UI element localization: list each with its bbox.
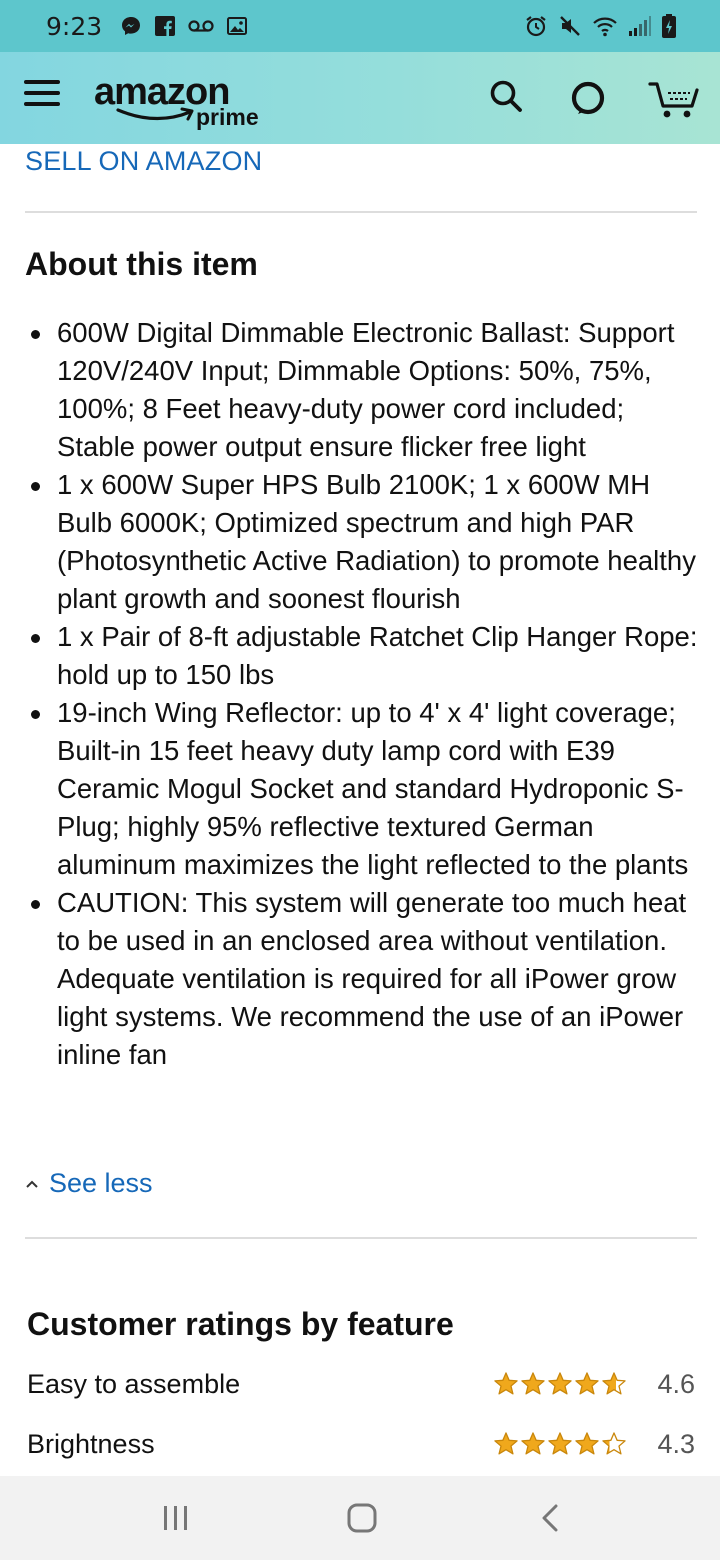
- alexa-icon: [568, 78, 608, 118]
- about-item: 600W Digital Dimmable Electronic Ballast: Support 120V/240V Input; Dimmable Options: 50%, 75%, 100%; 8 Feet heavy-duty power cord included; Stable power output ensure flicker free light: [25, 314, 705, 466]
- about-title: About this item: [25, 246, 258, 282]
- status-time: 9:23: [46, 11, 103, 41]
- star-rating: [493, 1371, 627, 1397]
- search-icon: [488, 78, 524, 114]
- system-nav-bar: [0, 1476, 720, 1560]
- about-item: 1 x 600W Super HPS Bulb 2100K; 1 x 600W MH Bulb 6000K; Optimized spectrum and high PAR (Photosynthetic Active Radiation) to promote healthy plant growth and soonest flourish: [25, 466, 705, 618]
- star-icon: [574, 1371, 600, 1397]
- home-button[interactable]: [344, 1500, 380, 1541]
- rating-value: 4.6: [657, 1368, 695, 1399]
- star-icon: [547, 1431, 573, 1457]
- star-icon: [547, 1371, 573, 1397]
- signal-icon: [628, 15, 652, 37]
- logo-word: amazon: [94, 71, 230, 113]
- star-icon: [520, 1431, 546, 1457]
- star-icon: [601, 1431, 627, 1457]
- smile-arrow-icon: [116, 106, 198, 124]
- recent-apps-button[interactable]: [160, 1500, 192, 1541]
- about-item: 1 x Pair of 8-ft adjustable Ratchet Clip Hanger Rope: hold up to 150 lbs: [25, 618, 705, 694]
- battery-charging-icon: [662, 14, 676, 38]
- status-bar: [0, 0, 720, 52]
- menu-icon: [24, 80, 60, 106]
- about-item: CAUTION: This system will generate too much heat to be used in an enclosed area without ventilation. Adequate ventilation is required for all iPower grow light systems. We recommend the use of an iPower inline fan: [25, 884, 705, 1074]
- cart-icon: [648, 80, 700, 120]
- back-icon: [536, 1500, 564, 1536]
- see-less-label: See less: [49, 1168, 153, 1198]
- about-item: 19-inch Wing Reflector: up to 4' x 4' light coverage; Built-in 15 feet heavy duty lamp cord with E39 Ceramic Mogul Socket and standard Hydroponic S-Plug; highly 95% reflective textured German aluminum maximizes the light reflected to the plants: [25, 694, 705, 884]
- star-icon: [493, 1371, 519, 1397]
- alexa-button[interactable]: [568, 78, 608, 123]
- image-icon: [226, 15, 248, 37]
- status-left: [46, 12, 248, 41]
- status-right: [524, 14, 676, 38]
- see-less-button[interactable]: [25, 1168, 153, 1199]
- logo-prime: prime: [196, 104, 259, 130]
- search-button[interactable]: [488, 78, 524, 119]
- rating-label: Easy to assemble: [27, 1368, 241, 1399]
- voicemail-icon: [188, 19, 214, 33]
- rating-label: Brightness: [27, 1428, 155, 1459]
- star-icon: [574, 1431, 600, 1457]
- rating-row-brightness: [27, 1424, 695, 1464]
- cart-button[interactable]: [648, 80, 700, 125]
- star-icon: [520, 1371, 546, 1397]
- mute-icon: [558, 14, 582, 38]
- alarm-icon: [524, 14, 548, 38]
- about-list: [25, 314, 705, 1074]
- star-rating: [493, 1431, 627, 1457]
- rating-row-easy-to-assemble: [27, 1364, 695, 1404]
- app-header: [0, 52, 720, 144]
- recent-apps-icon: [160, 1500, 192, 1536]
- chevron-up-icon: [25, 1179, 39, 1189]
- star-icon: [601, 1371, 627, 1397]
- home-icon: [344, 1500, 380, 1536]
- amazon-prime-logo[interactable]: [94, 72, 274, 134]
- messenger-icon: [120, 15, 142, 37]
- divider: [25, 1237, 697, 1239]
- sell-on-amazon-link[interactable]: SELL ON AMAZON: [25, 146, 263, 176]
- wifi-icon: [592, 15, 618, 37]
- divider: [25, 211, 697, 213]
- rating-value: 4.3: [657, 1428, 695, 1459]
- back-button[interactable]: [536, 1500, 564, 1541]
- menu-button[interactable]: [24, 80, 60, 114]
- star-icon: [493, 1431, 519, 1457]
- ratings-title: Customer ratings by feature: [27, 1306, 454, 1342]
- facebook-icon: [154, 15, 176, 37]
